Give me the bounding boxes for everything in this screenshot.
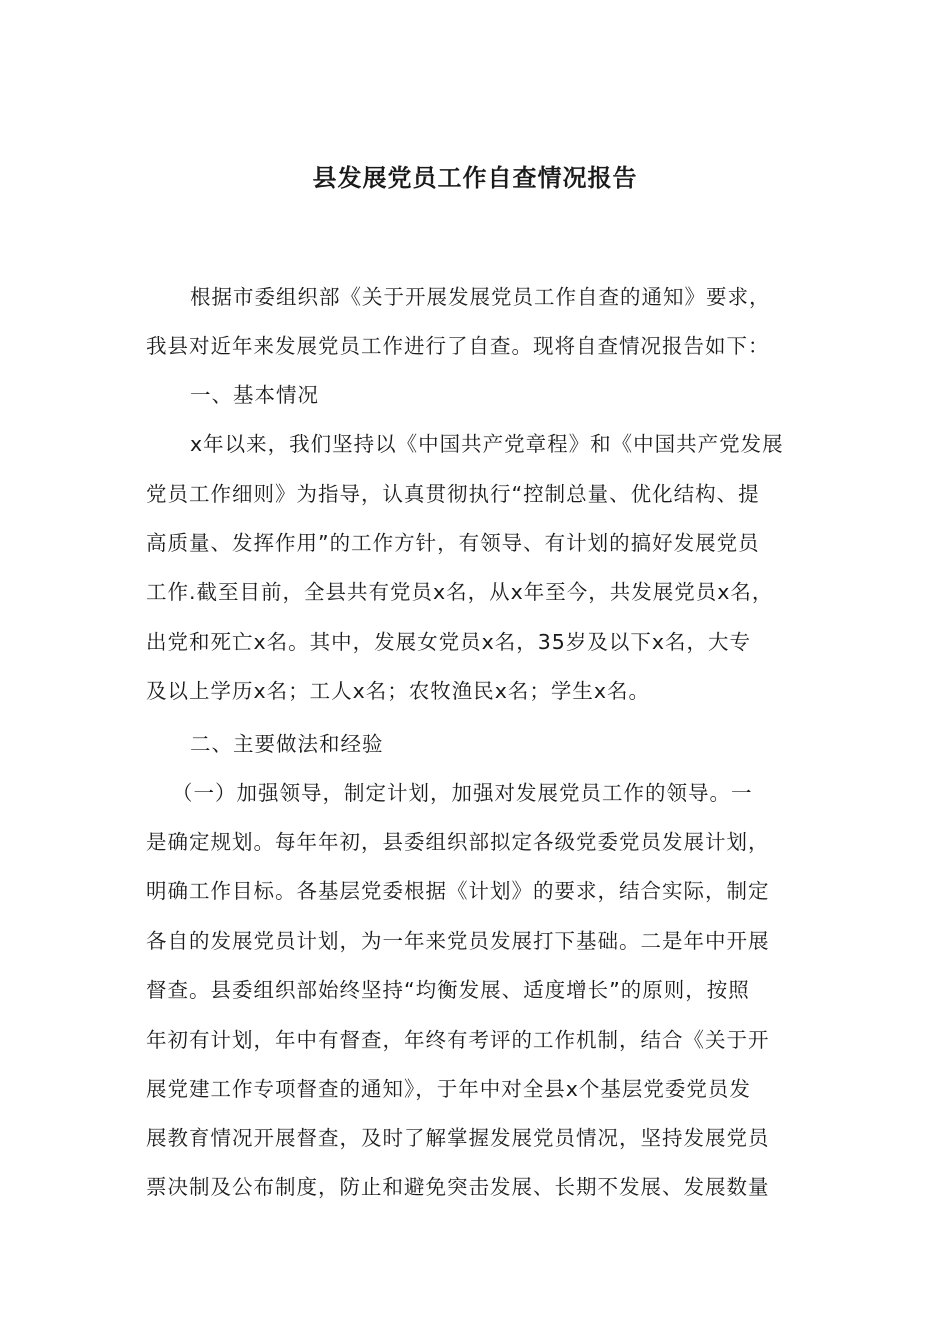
section-heading: 二、主要做法和经验 — [190, 732, 384, 756]
paragraph-line: 是确定规划。每年年初，县委组织部拟定各级党委党员发展计划， — [146, 830, 770, 854]
paragraph-line: 督查。县委组织部始终坚持“均衡发展、适度增长”的原则，按照 — [146, 978, 750, 1002]
document-title: 县发展党员工作自查情况报告 — [312, 163, 638, 192]
paragraph-line: 年初有计划，年中有督查，年终有考评的工作机制，结合《关于开 — [146, 1028, 770, 1052]
paragraph-line: 票决制及公布制度，防止和避免突击发展、长期不发展、发展数量 — [146, 1175, 770, 1199]
paragraph-line: 出党和死亡x名。其中，发展女党员x名，35岁及以下x名，大专 — [146, 630, 751, 654]
paragraph-line: 我县对近年来发展党员工作进行了自查。现将自查情况报告如下： — [146, 334, 770, 358]
paragraph-line: 党员工作细则》为指导，认真贯彻执行“控制总量、优化结构、提 — [146, 482, 760, 506]
paragraph-line: 各自的发展党员计划，为一年来党员发展打下基础。二是年中开展 — [146, 929, 770, 953]
paragraph-line: 工作.截至目前，全县共有党员x名，从x年至今，共发展党员x名， — [146, 580, 774, 604]
section-heading: 一、基本情况 — [190, 383, 319, 407]
paragraph-line: 高质量、发挥作用”的工作方针，有领导、有计划的搞好发展党员 — [146, 531, 760, 555]
paragraph-line: 展党建工作专项督查的通知》，于年中对全县x个基层党委党员发 — [146, 1077, 751, 1101]
paragraph-line: 明确工作目标。各基层党委根据《计划》的要求，结合实际，制定 — [146, 879, 770, 903]
paragraph-line: 及以上学历x名；工人x名；农牧渔民x名；学生x名。 — [146, 679, 651, 703]
paragraph-line: 展教育情况开展督查，及时了解掌握发展党员情况，坚持发展党员 — [146, 1126, 770, 1150]
paragraph-line: x年以来，我们坚持以《中国共产党章程》和《中国共产党发展 — [190, 432, 784, 456]
paragraph-line: （一）加强领导，制定计划，加强对发展党员工作的领导。一 — [172, 781, 753, 805]
paragraph-line: 根据市委组织部《关于开展发展党员工作自查的通知》要求， — [190, 285, 771, 309]
